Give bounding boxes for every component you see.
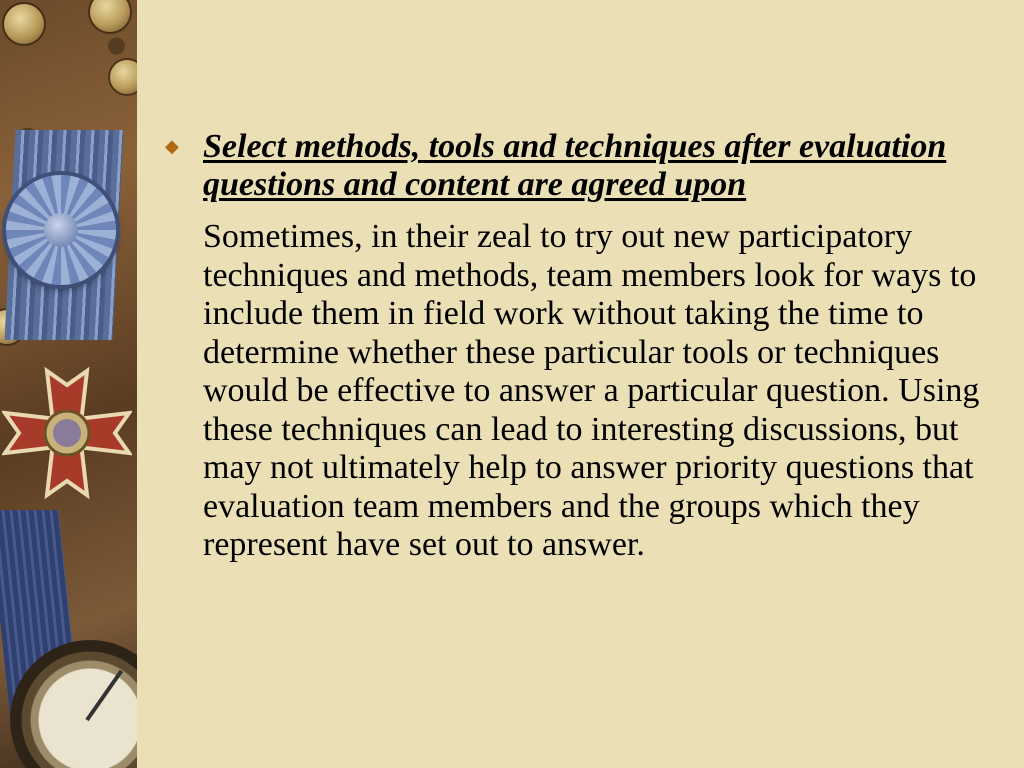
diamond-bullet-icon: ◆ xyxy=(165,136,179,156)
slide-body-text: Sometimes, in their zeal to try out new participatory techniques and methods, team members look for ways to include them in field work without taking the time to determine whether these particular tools or techniques would be effective to answer a particular question. Using these techniques can lead to interesting discussions, but may not ultimately help to answer priority questions that evaluation team members and the groups which they represent have set out to answer. xyxy=(203,218,980,563)
decorative-button-icon xyxy=(4,4,44,44)
ribbon-rosette-icon xyxy=(6,175,116,285)
decorative-medal-photo xyxy=(0,0,137,768)
slide-content xyxy=(165,128,985,565)
decorative-button-icon xyxy=(110,60,137,94)
slide-heading: Select methods, tools and techniques after evaluation questions and content are agreed upon xyxy=(203,128,947,203)
decorative-button-icon xyxy=(90,0,130,32)
medal-cross-icon xyxy=(2,355,132,505)
